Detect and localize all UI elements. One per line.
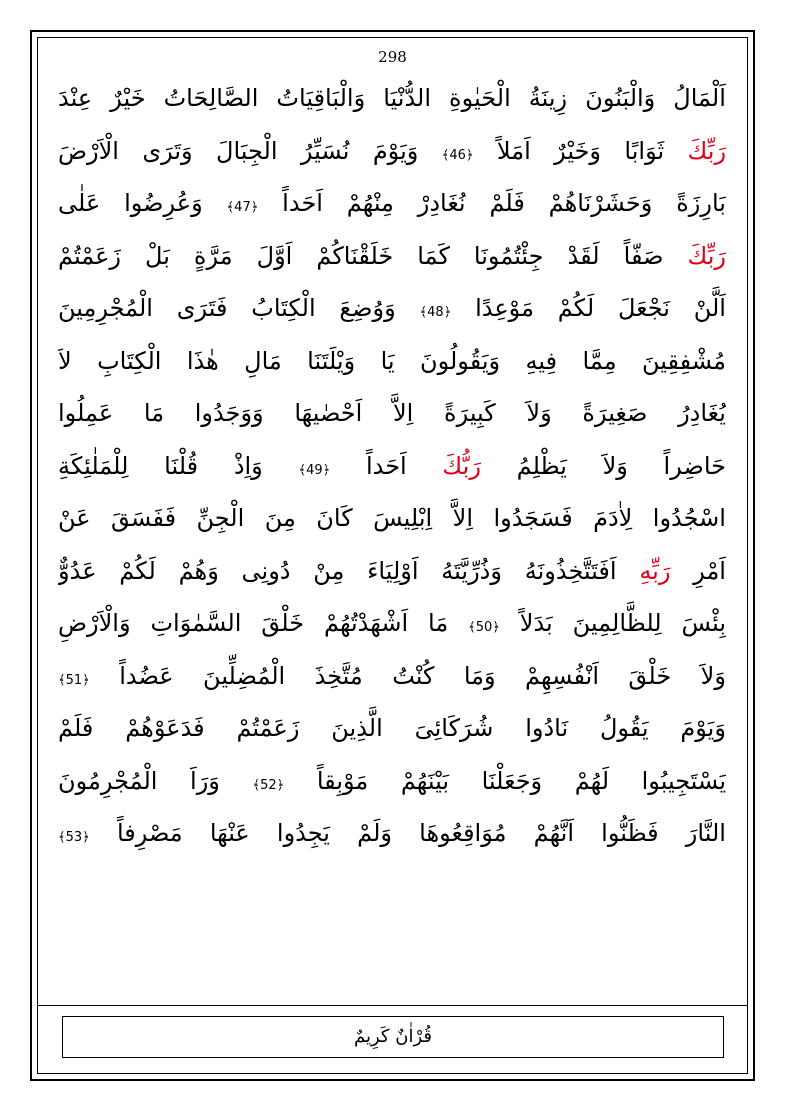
word: نَجْعَلَ: [618, 294, 670, 322]
word: وَاِذْ: [233, 451, 263, 480]
word: فَدَعَوْهُمْ: [125, 714, 205, 742]
word: الْمُضِلِّينَ: [203, 661, 286, 690]
word: صَفّاً: [623, 241, 664, 270]
word: اَمْرِ: [693, 556, 726, 585]
word: وَجَعَلْنَا: [481, 766, 543, 795]
ayah-number: ﴿52﴾: [252, 777, 285, 793]
word: فَسَجَدُوا: [493, 504, 573, 532]
word: الْكِتَابُ: [251, 294, 316, 322]
word: مِنَ: [264, 504, 296, 532]
word: نَادُوا: [525, 714, 569, 742]
ayah-number: ﴿49﴾: [298, 462, 331, 478]
word: فَلَمْ: [58, 714, 94, 742]
word: يَقُولُ: [599, 714, 649, 742]
ayah-number: ﴿53﴾: [58, 830, 90, 845]
word: وَلاَ: [602, 451, 628, 480]
text-line: [58, 440, 726, 493]
word: مَوْبِقاً: [316, 766, 369, 795]
word: اَمَلاً: [496, 136, 531, 165]
word: مِنْ: [313, 556, 345, 585]
highlighted-word: رَبُّكَ: [442, 451, 481, 480]
word: وَرَاَ: [190, 766, 220, 795]
word: لِلْمَلٰئِكَةِ: [58, 451, 129, 480]
word: هٰذَا: [186, 346, 219, 375]
word: مَوْعِدًا: [475, 294, 534, 322]
word: الدُّنْيَا: [383, 84, 432, 112]
word: مُتَّخِذَ: [314, 661, 363, 690]
text-line: [58, 807, 726, 860]
word: كُنْتُ: [392, 661, 435, 690]
word: اَفَتَتَّخِذُونَهُ: [524, 556, 617, 585]
word: اَلَّنْ: [693, 294, 726, 322]
text-line: [58, 492, 726, 545]
word: عَدُوٌّ: [58, 556, 97, 585]
word: الْجِبَالَ: [216, 136, 278, 165]
word: وَوُضِعَ: [339, 294, 396, 322]
footer-divider: [38, 1005, 747, 1006]
word: وَلاَ: [526, 399, 552, 427]
word: مُوَاقِعُوهَا: [419, 819, 507, 847]
text-line: [58, 597, 726, 650]
word: وَيَوْمَ: [680, 714, 726, 742]
word: وَمَا: [463, 661, 496, 690]
word: الَّذِينَ: [331, 714, 383, 742]
word: مَرَّةٍ: [193, 241, 233, 270]
word: زَعَمْتُمْ: [58, 241, 121, 270]
word: اَنْفُسِهِمْ: [525, 661, 599, 690]
ayah-number: ﴿51﴾: [58, 672, 90, 688]
word: وَالْبَاقِيَاتُ: [276, 84, 366, 112]
word: بَدَلاً: [519, 609, 553, 637]
word: مُشْفِقِينَ: [641, 346, 726, 375]
word: الْحَيٰوةِ: [449, 84, 511, 112]
word: النَّارَ: [685, 819, 726, 847]
word: وَلاَ: [700, 661, 726, 690]
word: مِنْهُمْ: [346, 189, 394, 217]
word: بِئْسَ: [681, 609, 726, 637]
text-line: [58, 125, 726, 178]
word: فَتَرَى: [176, 294, 228, 322]
text-line: [58, 387, 726, 440]
quran-text-block: [58, 72, 726, 860]
word: عَلٰى: [58, 189, 101, 217]
word: يَجِدُوا: [276, 819, 330, 847]
word: لَقَدْ: [567, 241, 600, 270]
word: خَيْرٌ: [110, 84, 146, 112]
word: اَوَّلَ: [256, 241, 293, 270]
text-line: [58, 545, 726, 598]
word: وَوَجَدُوا: [194, 399, 264, 427]
word: يَظْلِمُ: [516, 451, 567, 480]
word: وَهُمْ: [178, 556, 219, 585]
text-line: [58, 72, 726, 125]
word: وَالْبَنُونَ: [585, 84, 656, 112]
word: اِلاَّ: [452, 504, 474, 532]
word: شُرَكَائِىَ: [414, 714, 494, 742]
word: الْاَرْضَ: [58, 136, 119, 165]
word: فَفَسَقَ: [111, 504, 177, 532]
word: فِيهِ: [525, 346, 558, 375]
word: عَضُداً: [119, 661, 174, 690]
word: اَحَداً: [282, 189, 323, 217]
word: اَلْمَالُ: [673, 84, 726, 112]
text-line: [58, 650, 726, 703]
ayah-number: ﴿47﴾: [226, 200, 259, 215]
page-number: 298: [378, 48, 407, 66]
word: كَمَا: [417, 241, 450, 270]
word: فَظَنُّوا: [601, 819, 659, 847]
word: كَبِيرَةً: [444, 399, 496, 427]
word: لِلظَّالِمِينَ: [572, 609, 662, 637]
word: عِنْدَ: [58, 84, 93, 112]
word: مِمَّا: [582, 346, 617, 375]
word: اَشْهَدْتُهُمْ: [323, 609, 409, 637]
word: مَصْرِفاً: [116, 819, 183, 847]
word: وَعُرِضُوا: [124, 189, 203, 217]
word: مَا: [428, 609, 449, 637]
word: اسْجُدُوا: [652, 504, 726, 532]
word: صَغِيرَةً: [582, 399, 648, 427]
word: الْمُجْرِمِينَ: [58, 294, 153, 322]
word: زِينَةُ: [528, 84, 568, 112]
highlighted-word: رَبِّكَ: [687, 241, 726, 270]
word: لَكُمْ: [119, 556, 156, 585]
ayah-number: ﴿48﴾: [419, 305, 452, 320]
word: بَيْنَهُمْ: [400, 766, 450, 795]
word: خَلْقَ: [261, 609, 305, 637]
word: وَلَمْ: [357, 819, 392, 847]
highlighted-word: رَبِّهِ: [639, 556, 671, 585]
text-line: [58, 702, 726, 755]
word: وَحَشَرْنَاهُمْ: [548, 189, 653, 217]
word: عَمِلُوا: [58, 399, 114, 427]
word: لاَ: [58, 346, 72, 375]
word: السَّمٰوَاتِ: [150, 609, 242, 637]
footer-title: قُرْاٰنٌ كَرِيمٌ: [62, 1016, 724, 1058]
word: مَالِ: [244, 346, 282, 375]
highlighted-word: رَبِّكَ: [687, 136, 726, 165]
word: اَحْصٰيهَا: [294, 399, 363, 427]
word: اَحَداً: [365, 451, 407, 480]
word: عَنْ: [58, 504, 91, 532]
word: اَنَّهُمْ: [533, 819, 575, 847]
word: مَا: [143, 399, 165, 427]
ayah-number: ﴿50﴾: [468, 620, 500, 635]
word: وَيْلَتَنَا: [307, 346, 356, 375]
word: وَيَوْمَ: [372, 136, 419, 165]
word: الْجِنِّ: [196, 504, 245, 532]
word: لَكُمْ: [557, 294, 595, 322]
text-line: [58, 177, 726, 230]
word: كَانَ: [316, 504, 353, 532]
word: دُونِى: [241, 556, 291, 585]
word: وَالْاَرْضِ: [58, 609, 131, 637]
word: زَعَمْتُمْ: [236, 714, 300, 742]
word: ثَوَابًا: [624, 136, 665, 165]
word: الْكِتَابِ: [97, 346, 162, 375]
word: لَهُمْ: [574, 766, 610, 795]
text-line: [58, 230, 726, 283]
word: جِئْتُمُونَا: [473, 241, 544, 270]
word: قُلْنَا: [164, 451, 199, 480]
ayah-number: ﴿46﴾: [441, 147, 474, 163]
word: الصَّالِحَاتُ: [163, 84, 259, 112]
word: اِلاَّ: [392, 399, 414, 427]
word: خَلَقْنَاكُمْ: [316, 241, 394, 270]
word: خَلْقَ: [628, 661, 672, 690]
word: وَتَرَى: [142, 136, 193, 165]
word: بَلْ: [145, 241, 170, 270]
word: يَا: [380, 346, 395, 375]
word: فَلَمْ: [489, 189, 525, 217]
word: وَيَقُولُونَ: [419, 346, 501, 375]
word: بَارِزَةً: [676, 189, 726, 217]
word: اَوْلِيَاءَ: [367, 556, 419, 585]
word: نُسَيِّرُ: [300, 136, 350, 165]
word: وَخَيْرٌ: [554, 136, 602, 165]
word: اِبْلِيسَ: [373, 504, 433, 532]
text-line: [58, 335, 726, 388]
word: عَنْهَا: [209, 819, 250, 847]
text-line: [58, 282, 726, 335]
word: يَسْتَجِيبُوا: [641, 766, 726, 795]
word: لِاٰدَمَ: [593, 504, 633, 532]
text-line: [58, 755, 726, 808]
word: نُغَادِرْ: [417, 189, 466, 217]
word: يُغَادِرُ: [678, 399, 726, 427]
word: الْمُجْرِمُونَ: [58, 766, 158, 795]
word: حَاضِراً: [663, 451, 726, 480]
word: وَذُرِّيَّتَهُ: [441, 556, 502, 585]
